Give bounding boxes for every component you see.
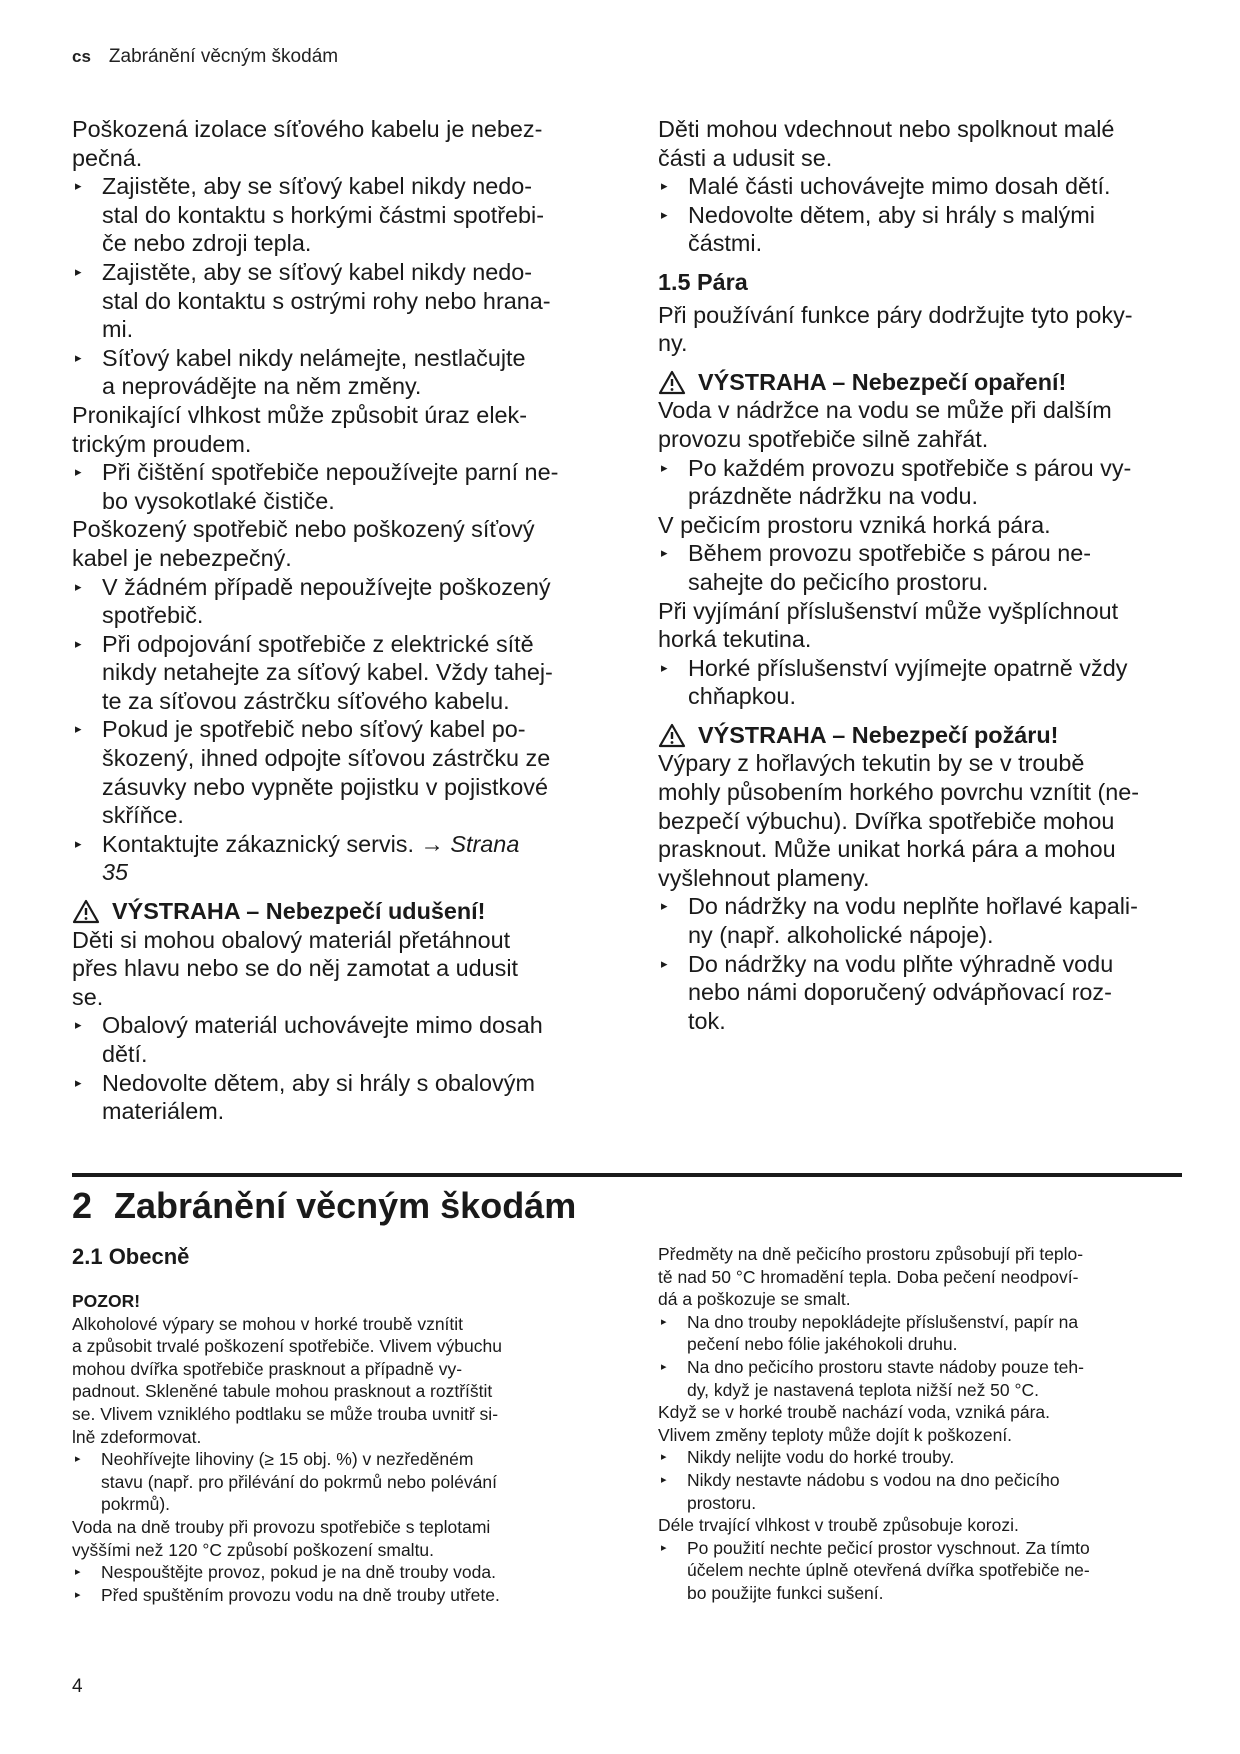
bullet-item [72, 258, 612, 344]
subsection-title: 2.1 Obecně [72, 1244, 190, 1269]
bullet-arrow-icon: ▸ [75, 1566, 81, 1579]
bullet-item [658, 950, 1198, 1036]
bullet-item [658, 1446, 1198, 1469]
bullet-text: Horké příslušenství vyjímejte opatrně vždy chňapkou. [688, 654, 1128, 710]
paragraph: Předměty na dně pečicího prostoru způsobují při teplo- tě nad 50 °C hromadění tepla. Doba pečení neodpoví- dá a poškozuje se smalt. [658, 1244, 1084, 1310]
bullet-item [72, 830, 612, 887]
bullet-arrow-icon: ▸ [75, 635, 82, 651]
warning-heading [72, 897, 612, 926]
bullet-text: Neohřívejte lihoviny (≥ 15 obj. %) v nezředěném stavu (např. pro přilévání do pokrmů nebo polévání pokrmů). [101, 1449, 497, 1515]
bullet-text: Nikdy nestavte nádobu s vodou na dno pečicího prostoru. [687, 1469, 1060, 1513]
section-number: 2 [72, 1185, 93, 1226]
running-header [72, 46, 338, 68]
bullet-item [658, 654, 1198, 711]
bullet-text: Po každém provozu spotřebiče s párou vy- prázdněte nádržku na vodu. [688, 454, 1132, 510]
bullet-item [72, 1584, 612, 1607]
warning-triangle-icon [72, 899, 100, 924]
section-title [72, 1180, 576, 1232]
bullet-item [72, 1448, 612, 1516]
bullet-text: Nedovolte dětem, aby si hrály s obalovým materiálem. [102, 1069, 535, 1125]
bullet-item [658, 1537, 1198, 1605]
bullet-arrow-icon: ▸ [661, 459, 668, 475]
bullet-item [72, 1561, 612, 1584]
bullet-text: Malé části uchovávejte mimo dosah dětí. [688, 173, 1111, 200]
bullet-arrow-icon: ▸ [75, 1074, 82, 1090]
bullet-text: Do nádržky na vodu neplňte hořlavé kapali- ny (např. alkoholické nápoje). [688, 893, 1138, 949]
language-code: cs [72, 47, 91, 66]
bullet-arrow-icon: ▸ [661, 545, 668, 561]
bullet-arrow-icon: ▸ [75, 1588, 81, 1601]
bullet-arrow-icon: ▸ [661, 1315, 667, 1328]
paragraph: Při používání funkce páry dodržujte tyto poky- ny. [658, 301, 1133, 357]
bullet-item [658, 1469, 1198, 1514]
paragraph: Déle trvající vlhkost v troubě způsobuje korozi. [658, 1515, 1019, 1536]
paragraph: Alkoholové výpary se mohou v horké troubě vznítit a způsobit trvalé poškození spotřebiče. Vlivem výbuchu mohou dvířka spotřebiče prasknout a případně vy- padnout. Skleněné tabule mohou prasknout a roztříštit se. Vlivem vzniklého podtlaku se může trouba uvnitř si- lně zdeformovat. [72, 1313, 502, 1447]
bullet-item [72, 1069, 612, 1126]
bullet-arrow-icon: ▸ [75, 1453, 81, 1466]
bullet-text: Nikdy nelijte vodu do horké trouby. [687, 1447, 955, 1468]
bullet-arrow-icon: ▸ [661, 659, 668, 675]
bullet-item [72, 573, 612, 630]
warning-text: VÝSTRAHA – Nebezpečí udušení! [112, 898, 486, 925]
bullet-arrow-icon: ▸ [75, 721, 82, 737]
bullet-text: Před spuštěním provozu vodu na dně trouby utřete. [101, 1584, 500, 1605]
bullet-arrow-icon: ▸ [75, 835, 82, 851]
bullet-item [658, 1356, 1198, 1401]
bullet-text: V žádném případě nepoužívejte poškozený spotřebič. [102, 573, 551, 629]
bottom-right-column [658, 1243, 1198, 1605]
section-rule [72, 1173, 1182, 1177]
bullet-arrow-icon: ▸ [75, 178, 82, 194]
bullet-text: Pokud je spotřebič nebo síťový kabel po- škozený, ihned odpojte síťovou zástrčku ze zásuvky nebo vypněte pojistku v pojistkové skříňce. [102, 716, 551, 829]
top-right-column [658, 115, 1198, 1035]
bullet-arrow-icon: ▸ [75, 349, 82, 365]
bullet-text: Zajistěte, aby se síťový kabel nikdy nedo- stal do kontaktu s horkými částmi spotřebi- če nebo zdroji tepla. [102, 173, 544, 257]
bullet-arrow-icon: ▸ [661, 955, 668, 971]
bottom-left-column [72, 1290, 612, 1606]
bullet-arrow-icon: ▸ [75, 464, 82, 480]
bullet-text: Během provozu spotřebiče s párou ne- sahejte do pečicího prostoru. [688, 540, 1092, 595]
bullet-arrow-icon: ▸ [75, 263, 82, 279]
bullet-item [658, 454, 1198, 511]
bullet-item [658, 172, 1198, 201]
warning-heading [658, 721, 1198, 750]
bullet-item [72, 458, 612, 515]
bullet-text: Zajistěte, aby se síťový kabel nikdy nedo- stal do kontaktu s ostrými rohy nebo hrana- mi. [102, 258, 551, 343]
warning-text: VÝSTRAHA – Nebezpečí požáru! [698, 721, 1059, 748]
paragraph: Výpary z hořlavých tekutin by se v troubě mohly působením horkého povrchu vznítit (ne- bezpečí výbuchu). Dvířka spotřebiče mohou prasknout. Může unikat horká pára a mohou vyšlehnout plameny. [658, 750, 1140, 891]
bullet-item [658, 539, 1198, 596]
paragraph: Když se v horké troubě nachází voda, vzniká pára. Vlivem změny teploty může dojít k poškození. [658, 1402, 1051, 1445]
paragraph: Při vyjímání příslušenství může vyšplíchnout horká tekutina. [658, 597, 1119, 653]
header-title: Zabránění věcným škodám [108, 46, 339, 67]
bullet-text: Kontaktujte zákaznický servis. → [102, 830, 451, 857]
bullet-arrow-icon: ▸ [661, 1360, 667, 1373]
page-number: 4 [72, 1676, 83, 1697]
bullet-arrow-icon: ▸ [75, 578, 82, 594]
bullet-item [72, 1011, 612, 1068]
bullet-arrow-icon: ▸ [661, 898, 668, 914]
bullet-text: Při odpojování spotřebiče z elektrické sítě nikdy netahejte za síťový kabel. Vždy tahej- te za síťovou zástrčku síťového kabelu. [102, 630, 553, 714]
paragraph: Poškozená izolace síťového kabelu je nebez- pečná. [72, 116, 543, 171]
warning-heading [658, 368, 1198, 397]
paragraph: Voda v nádržce na vodu se může při dalším provozu spotřebiče silně zahřát. [658, 397, 1112, 452]
bullet-item [72, 344, 612, 401]
section-heading: Zabránění věcným škodám [114, 1185, 577, 1226]
bullet-arrow-icon: ▸ [75, 1017, 82, 1033]
bullet-text: Síťový kabel nikdy nelámejte, nestlačujte a neprovádějte na něm změny. [102, 344, 526, 400]
paragraph: Pronikající vlhkost může způsobit úraz elek- trickým proudem. [72, 401, 528, 457]
bullet-text: Na dno trouby nepokládejte příslušenství, papír na pečení nebo fólie jakéhokoli druhu. [687, 1311, 1079, 1355]
bullet-text: Nedovolte dětem, aby si hrály s malými částmi. [688, 201, 1095, 257]
bullet-item [658, 1311, 1198, 1356]
paragraph: Děti mohou vdechnout nebo spolknout malé části a udusit se. [658, 116, 1115, 171]
warning-triangle-icon [658, 723, 686, 748]
bullet-item [72, 630, 612, 716]
top-left-column [72, 115, 612, 1126]
bullet-arrow-icon: ▸ [661, 178, 668, 194]
bullet-text: Při čištění spotřebiče nepoužívejte parní ne- bo vysokotlaké čističe. [102, 459, 559, 514]
bullet-arrow-icon: ▸ [661, 1473, 667, 1486]
bullet-arrow-icon: ▸ [661, 1451, 667, 1464]
bullet-item [658, 892, 1198, 949]
bullet-text: Po použití nechte pečicí prostor vyschnout. Za tímto účelem nechte úplně otevřená dvířka spotřebiče ne- bo použijte funkci sušení. [687, 1537, 1090, 1603]
warning-text: VÝSTRAHA – Nebezpečí opaření! [698, 368, 1067, 395]
bullet-text: Do nádržky na vodu plňte výhradně vodu nebo námi doporučený odvápňovací roz- tok. [688, 950, 1114, 1034]
paragraph: Voda na dně trouby při provozu spotřebiče s teplotami vyššími než 120 °C způsobí poškození smaltu. [72, 1516, 491, 1560]
paragraph: V pečicím prostoru vzniká horká pára. [658, 511, 1051, 538]
paragraph: Poškozený spotřebič nebo poškozený síťový kabel je nebezpečný. [72, 516, 535, 571]
bullet-text: Nespouštějte provoz, pokud je na dně trouby voda. [101, 1562, 496, 1583]
paragraph: Děti si mohou obalový materiál přetáhnout přes hlavu nebo se do něj zamotat a udusit se. [72, 926, 519, 1010]
page-reference-link[interactable]: Strana 35 [102, 830, 520, 886]
subsection-heading: 1.5 Pára [658, 268, 748, 295]
caution-label: POZOR! [72, 1291, 141, 1311]
bullet-text: Obalový materiál uchovávejte mimo dosah dětí. [102, 1012, 543, 1067]
bullet-item [72, 172, 612, 258]
bullet-text: Na dno pečicího prostoru stavte nádoby pouze teh- dy, když je nastavená teplota nižší než 50 °C. [687, 1356, 1084, 1400]
bullet-item [658, 201, 1198, 258]
bullet-item [72, 715, 612, 829]
bullet-arrow-icon: ▸ [661, 1541, 667, 1554]
bullet-arrow-icon: ▸ [661, 206, 668, 222]
warning-triangle-icon [658, 370, 686, 395]
